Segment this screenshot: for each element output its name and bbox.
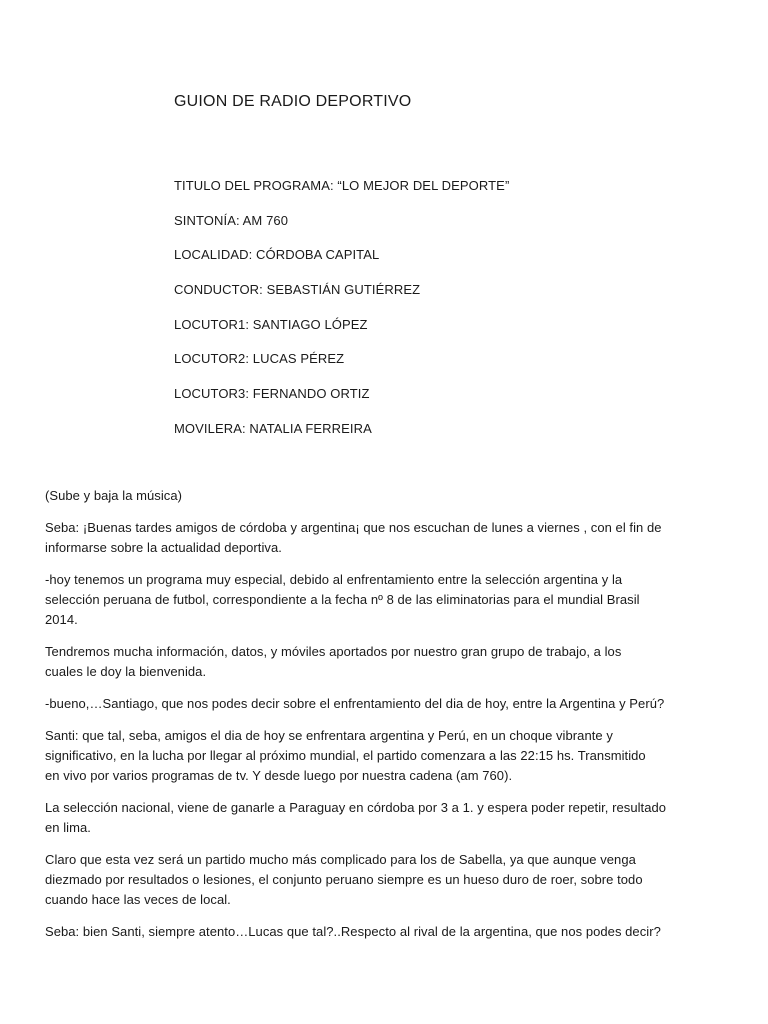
text-line: cuales le doy la bienvenida. [45, 664, 207, 679]
document-title: GUION DE RADIO DEPORTIVO [174, 93, 412, 110]
tuning-field: SINTONÍA: AM 760 [174, 212, 289, 228]
host-field: CONDUCTOR: SEBASTIÁN GUTIÉRREZ [174, 282, 421, 298]
paragraph [45, 694, 685, 714]
text-line: cuando hace las veces de local. [45, 892, 231, 907]
text-line: -bueno,…Santiago, que nos podes decir sobre el enfrentamiento del dia de hoy, entre la Argentina y Perú? [45, 696, 665, 711]
announcer1-field: LOCUTOR1: SANTIAGO LÓPEZ [174, 316, 368, 332]
program-info [174, 177, 734, 455]
text-line: La selección nacional, viene de ganarle a Paraguay en córdoba por 3 a 1. y espera poder repetir, resultado [45, 800, 667, 815]
text-line: diezmado por resultados o lesiones, el conjunto peruano siempre es un hueso duro de roer, sobre todo [45, 872, 643, 887]
text-line: 2014. [45, 612, 78, 627]
script-body [45, 486, 685, 954]
text-line: (Sube y baja la música) [45, 488, 182, 503]
text-line: Tendremos mucha información, datos, y móviles aportados por nuestro gran grupo de trabajo, a los [45, 644, 622, 659]
text-line: en vivo por varios programas de tv. Y desde luego por nuestra cadena (am 760). [45, 768, 513, 783]
text-line: Santi: que tal, seba, amigos el dia de hoy se enfrentara argentina y Perú, en un choque vibrante y [45, 728, 613, 743]
paragraph [45, 922, 685, 942]
location-field: LOCALIDAD: CÓRDOBA CAPITAL [174, 247, 380, 263]
paragraph [45, 518, 685, 558]
text-line: informarse sobre la actualidad deportiva. [45, 540, 282, 555]
field-reporter-field: MOVILERA: NATALIA FERREIRA [174, 420, 372, 436]
text-line: Seba: ¡Buenas tardes amigos de córdoba y argentina¡ que nos escuchan de lunes a viernes , con el fin de [45, 520, 662, 535]
paragraph [45, 726, 685, 786]
paragraph [45, 798, 685, 838]
text-line: significativo, en la lucha por llegar al próximo mundial, el partido comenzara a las 22:15 hs. Transmitido [45, 748, 646, 763]
text-line: Claro que esta vez será un partido mucho más complicado para los de Sabella, ya que aunque venga [45, 852, 636, 867]
text-line: selección peruana de futbol, correspondiente a la fecha nº 8 de las eliminatorias para el mundial Brasil [45, 592, 640, 607]
announcer2-field: LOCUTOR2: LUCAS PÉREZ [174, 351, 345, 367]
text-line: en lima. [45, 820, 91, 835]
text-line: Seba: bien Santi, siempre atento…Lucas que tal?..Respecto al rival de la argentina, que nos podes decir? [45, 924, 661, 939]
paragraph [45, 570, 685, 630]
paragraph [45, 486, 685, 506]
paragraph [45, 850, 685, 910]
announcer3-field: LOCUTOR3: FERNANDO ORTIZ [174, 386, 370, 402]
text-line: -hoy tenemos un programa muy especial, debido al enfrentamiento entre la selección argentina y la [45, 572, 623, 587]
paragraph [45, 642, 685, 682]
program-title-field: TITULO DEL PROGRAMA: “LO MEJOR DEL DEPORTE” [174, 178, 510, 193]
